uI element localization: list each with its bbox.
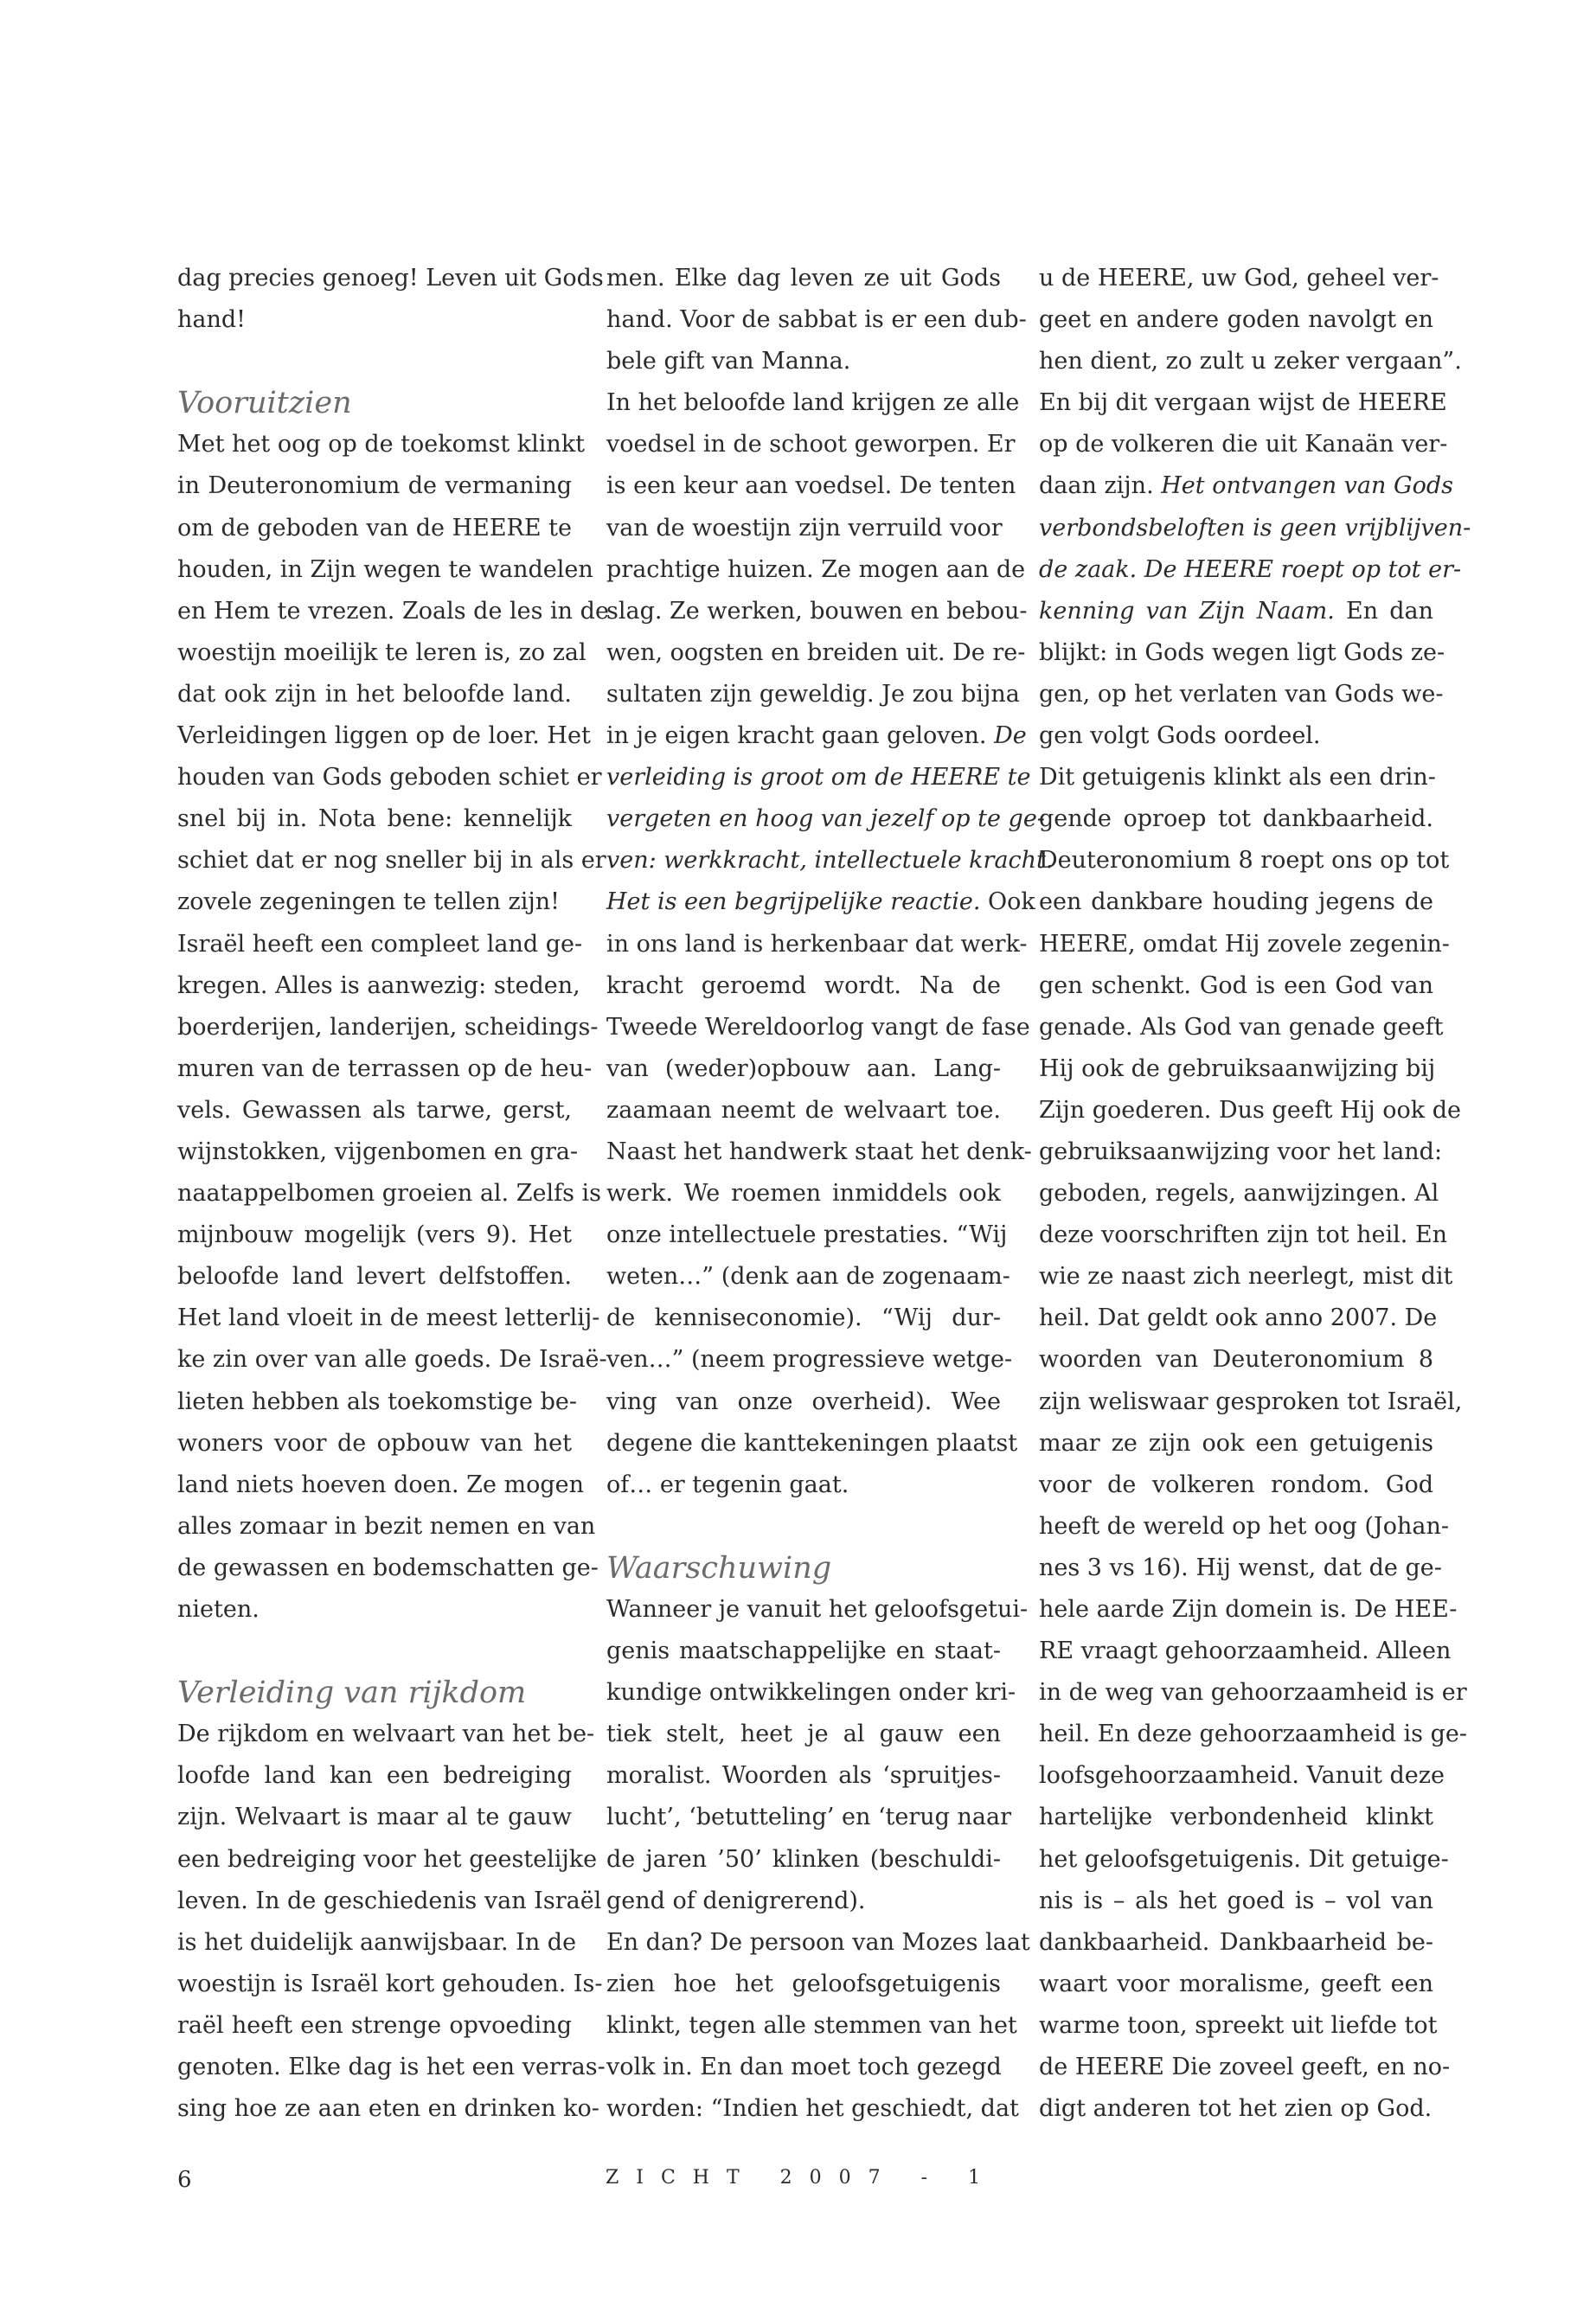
text-line: of… er tegenin gaat.: [606, 1471, 849, 1498]
text-line: land niets hoeven doen. Ze mogen: [177, 1471, 585, 1498]
text-line: wijnstokken, vijgenbomen en gra-: [177, 1138, 579, 1165]
text-line: In het beloofde land krijgen ze alle: [606, 389, 1020, 417]
section-heading-vooruitzien: Vooruitzien: [177, 386, 352, 421]
text-line: zaamaan neemt de welvaart toe.: [606, 1096, 1001, 1124]
text-line: en Hem te vrezen. Zoals de les in de: [177, 597, 609, 625]
text-line: heil. En deze gehoorzaamheid is ge-: [1039, 1721, 1467, 1748]
text-line: Israël heeft een compleet land ge-: [177, 930, 583, 958]
text-line: hand. Voor de sabbat is er een dub-: [606, 306, 1027, 334]
text-line: waart voor moralisme, geeft een: [1039, 1970, 1433, 1997]
text-line: is een keur aan voedsel. De tenten: [606, 472, 1016, 500]
text-line: digt anderen tot het zien op God.: [1039, 2095, 1433, 2123]
text-line: warme toon, spreekt uit liefde tot: [1039, 2011, 1438, 2039]
text-line: loofsgehoorzaamheid. Vanuit deze: [1039, 1762, 1445, 1790]
text-line: boerderijen, landerijen, scheidings-: [177, 1013, 599, 1041]
text-line: volk in. En dan moet toch gezegd: [606, 2054, 1002, 2081]
column-2: [606, 258, 1054, 2130]
section-heading-waarschuwing: Waarschuwing: [606, 1550, 832, 1586]
text-line: muren van de terrassen op de heu-: [177, 1054, 593, 1082]
text-line: werk. We roemen inmiddels ook: [606, 1180, 1001, 1208]
text-line: voor de volkeren rondom. God: [1039, 1471, 1433, 1498]
text-line: daan zijn. Het ontvangen van Gods: [1039, 472, 1453, 500]
text-line: genade. Als God van genade geeft: [1039, 1013, 1444, 1041]
text-line: leven. In de geschiedenis van Israël: [177, 1887, 602, 1914]
text-line: En dan? De persoon van Mozes laat: [606, 1928, 1030, 1956]
text-line: in ons land is herkenbaar dat werk-: [606, 930, 1028, 958]
text-line: een dankbare houding jegens de: [1039, 888, 1433, 916]
text-line: de jaren ’50’ klinken (beschuldi-: [606, 1845, 1001, 1873]
text-line: snel bij in. Nota bene: kennelijk: [177, 805, 572, 833]
text-line: heeft de wereld op het oog (Johan-: [1039, 1512, 1450, 1540]
text-line: een bedreiging voor het geestelijke: [177, 1845, 598, 1873]
text-line: Zijn goederen. Dus geeft Hij ook de: [1039, 1096, 1461, 1124]
text-line: hele aarde Zijn domein is. De HEE-: [1039, 1596, 1458, 1623]
text-line: in Deuteronomium de vermaning: [177, 472, 572, 500]
text-line: verbondsbeloften is geen vrijblijven-: [1039, 514, 1471, 542]
text-line: woorden van Deuteronomium 8: [1039, 1346, 1433, 1374]
paragraph: [177, 1714, 606, 2130]
text-line: om de geboden van de HEERE te: [177, 514, 572, 542]
text-line: deze voorschriften zijn tot heil. En: [1039, 1221, 1448, 1249]
text-line: kracht geroemd wordt. Na de: [606, 971, 1001, 999]
text-line: loofde land kan een bedreiging: [177, 1762, 572, 1790]
text-line: op de volkeren die uit Kanaän ver-: [1039, 431, 1448, 458]
text-line: beloofde land levert delfstoffen.: [177, 1263, 572, 1291]
text-line: kregen. Alles is aanwezig: steden,: [177, 971, 580, 999]
paragraph: [606, 1589, 1029, 1922]
text-line: hand!: [177, 306, 247, 334]
text-line: dag precies genoeg! Leven uit Gods: [177, 265, 604, 292]
text-line: Het land vloeit in de meest letterlij-: [177, 1304, 600, 1332]
text-line: geboden, regels, aanwijzingen. Al: [1039, 1180, 1439, 1208]
text-line: De rijkdom en welvaart van het be-: [177, 1721, 595, 1748]
text-line: de zaak. De HEERE roept op tot er-: [1039, 555, 1462, 583]
paragraph: [606, 258, 1027, 382]
text-line: u de HEERE, uw God, geheel ver-: [1039, 265, 1439, 292]
text-line: van (weder)opbouw aan. Lang-: [606, 1054, 1001, 1082]
text-line: de kenniseconomie). “Wij dur-: [606, 1304, 1001, 1332]
text-line: ving van onze overheid). Wee: [606, 1388, 1001, 1415]
text-line: Dit getuigenis klinkt als een drin-: [1039, 764, 1436, 792]
text-line: heil. Dat geldt ook anno 2007. De: [1039, 1304, 1438, 1332]
text-line: bele gift van Manna.: [606, 348, 851, 375]
text-line: raël heeft een strenge opvoeding: [177, 2011, 572, 2039]
text-line: ven: werkkracht, intellectuele kracht.: [606, 847, 1054, 875]
text-line: Met het oog op de toekomst klinkt: [177, 431, 586, 458]
text-line: in je eigen kracht gaan geloven. De: [606, 722, 1027, 750]
text-line: vergeten en hoog van jezelf op te ge-: [606, 805, 1045, 833]
text-line: genoten. Elke dag is het een verras-: [177, 2054, 606, 2081]
text-line: lucht’, ‘betutteling’ en ‘terug naar: [606, 1804, 1012, 1831]
text-line: mijnbouw mogelijk (vers 9). Het: [177, 1221, 572, 1249]
text-line: ven…” (neem progressieve wetge-: [606, 1346, 1013, 1374]
text-line: gen volgt Gods oordeel.: [1039, 722, 1321, 750]
text-line: hartelijke verbondenheid klinkt: [1039, 1804, 1433, 1831]
text-line: weten…” (denk aan de zogenaam-: [606, 1263, 1010, 1291]
paragraph: [1039, 757, 1467, 2130]
text-line: Deuteronomium 8 roept ons op tot: [1039, 847, 1450, 875]
text-line: hen dient, zo zult u zeker vergaan”.: [1039, 348, 1462, 375]
text-line: is het duidelijk aanwijsbaar. In de: [177, 1928, 577, 1956]
text-line: worden: “Indien het geschiedt, dat: [606, 2095, 1019, 2123]
text-line: HEERE, omdat Hij zovele zegenin-: [1039, 930, 1450, 958]
text-line: de HEERE Die zoveel geeft, en no-: [1039, 2054, 1451, 2081]
text-line: degene die kanttekeningen plaatst: [606, 1429, 1018, 1457]
text-line: Naast het handwerk staat het denk-: [606, 1138, 1032, 1165]
paragraph: [177, 924, 607, 1631]
text-line: nes 3 vs 16). Hij wenst, dat de ge-: [1039, 1554, 1442, 1581]
text-line: het geloofsgetuigenis. Dit getuige-: [1039, 1845, 1449, 1873]
text-line: lieten hebben als toekomstige be-: [177, 1388, 577, 1415]
text-line: moralist. Woorden als ‘spruitjes-: [606, 1762, 1001, 1790]
text-line: zovele zegeningen te tellen zijn!: [177, 888, 560, 916]
text-line: genis maatschappelijke en staat-: [606, 1638, 1001, 1665]
text-line: En bij dit vergaan wijst de HEERE: [1039, 389, 1447, 417]
text-line: prachtige huizen. Ze mogen aan de: [606, 555, 1026, 583]
text-line: zien hoe het geloofsgetuigenis: [606, 1970, 1001, 1997]
paragraph: [177, 258, 604, 341]
text-line: vels. Gewassen als tarwe, gerst,: [177, 1096, 572, 1124]
text-line: gen schenkt. God is een God van: [1039, 971, 1433, 999]
section-heading-verleiding-van-rijkdom: Verleiding van rijkdom: [177, 1676, 527, 1711]
text-line: slag. Ze werken, bouwen en bebou-: [606, 597, 1028, 625]
text-line: in de weg van gehoorzaamheid is er: [1039, 1679, 1467, 1707]
text-line: zijn. Welvaart is maar al te gauw: [177, 1804, 572, 1831]
text-line: de gewassen en bodemschatten ge-: [177, 1554, 599, 1581]
text-line: kundige ontwikkelingen onder kri-: [606, 1679, 1016, 1707]
text-line: wie ze naast zich neerlegt, mist dit: [1039, 1263, 1453, 1291]
text-line: woners voor de opbouw van het: [177, 1429, 572, 1457]
text-line: gen, op het verlaten van Gods we-: [1039, 680, 1444, 708]
text-line: geet en andere goden navolgt en: [1039, 306, 1433, 334]
text-line: woestijn moeilijk te leren is, zo zal: [177, 638, 586, 666]
text-line: dankbaarheid. Dankbaarheid be-: [1039, 1928, 1433, 1956]
paragraph: [606, 1922, 1030, 2130]
text-line: blijkt: in Gods wegen ligt Gods ze-: [1039, 638, 1445, 666]
text-line: schiet dat er nog sneller bij in als er: [177, 847, 606, 875]
text-line: nis is – als het goed is – vol van: [1039, 1887, 1433, 1914]
text-line: men. Elke dag leven ze uit Gods: [606, 265, 1001, 292]
column-3: [1039, 258, 1471, 2130]
text-line: naatappelbomen groeien al. Zelfs is: [177, 1180, 602, 1208]
text-line: Wanneer je vanuit het geloofsgetui-: [606, 1596, 1029, 1623]
text-line: gend of denigrerend).: [606, 1887, 866, 1914]
text-line: van de woestijn zijn verruild voor: [606, 514, 1003, 542]
text-line: tiek stelt, heet je al gauw een: [606, 1721, 1001, 1748]
text-line: verleiding is groot om de HEERE te: [606, 764, 1031, 792]
text-line: dat ook zijn in het beloofde land.: [177, 680, 572, 708]
text-line: houden van Gods geboden schiet er: [177, 764, 602, 792]
column-1: [177, 258, 609, 2130]
text-line: wen, oogsten en breiden uit. De re-: [606, 638, 1026, 666]
text-line: kenning van Zijn Naam. En dan: [1039, 597, 1434, 625]
text-line: maar ze zijn ook een getuigenis: [1039, 1429, 1433, 1457]
text-line: onze intellectuele prestaties. “Wij: [606, 1221, 1008, 1249]
text-line: Tweede Wereldoorlog vangt de fase: [606, 1013, 1030, 1041]
text-line: klinkt, tegen alle stemmen van het: [606, 2011, 1017, 2039]
page-number: 6: [177, 2167, 192, 2193]
text-line: nieten.: [177, 1596, 260, 1623]
text-line: voedsel in de schoot geworpen. Er: [606, 431, 1016, 458]
text-line: Hij ook de gebruiksaanwijzing bij: [1039, 1054, 1436, 1082]
text-line: sultaten zijn geweldig. Je zou bijna: [606, 680, 1020, 708]
text-line: gebruiksaanwijzing voor het land:: [1039, 1138, 1443, 1165]
text-line: alles zomaar in bezit nemen en van: [177, 1512, 596, 1540]
paragraph: [177, 424, 609, 923]
text-line: sing hoe ze aan eten en drinken ko-: [177, 2095, 599, 2123]
text-line: RE vraagt gehoorzaamheid. Alleen: [1039, 1638, 1452, 1665]
text-line: Verleidingen liggen op de loer. Het: [177, 722, 591, 750]
text-line: Het is een begrijpelijke reactie. Ook: [606, 888, 1035, 916]
text-line: houden, in Zijn wegen te wandelen: [177, 555, 593, 583]
paragraph: [1039, 258, 1471, 757]
paragraph: [606, 382, 1054, 1506]
text-line: ke zin over van alle goeds. De Israë-: [177, 1346, 607, 1374]
text-line: woestijn is Israël kort gehouden. Is-: [177, 1970, 603, 1997]
footer-magazine-issue: ZICHT 2007 - 1: [606, 2167, 998, 2189]
text-line: zijn weliswaar gesproken tot Israël,: [1039, 1388, 1463, 1415]
text-line: gende oproep tot dankbaarheid.: [1039, 805, 1433, 833]
